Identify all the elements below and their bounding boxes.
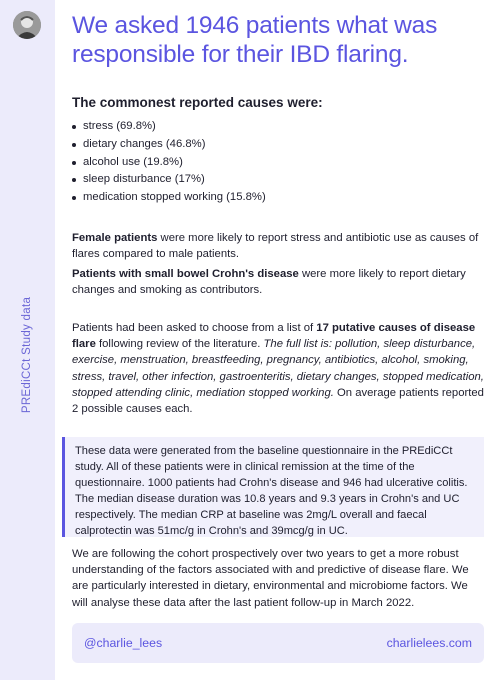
avatar[interactable] (13, 11, 41, 39)
avatar-photo (13, 11, 41, 39)
list-item: sleep disturbance (17%) (72, 171, 266, 189)
causes-heading: The commonest reported causes were: (72, 95, 323, 110)
list-item: stress (69.8%) (72, 118, 266, 136)
female-bold: Female patients (72, 232, 158, 244)
method-intro: Patients had been asked to choose from a list of (72, 322, 317, 334)
crohns-paragraph (72, 266, 484, 298)
method-end: On average patients reported 2 possible causes each. (72, 386, 484, 416)
crohns-bold: Patients with small bowel Crohn's disease (72, 268, 299, 280)
crohns-text: were more likely to report dietary changes and smoking as contributors. (72, 268, 466, 297)
female-paragraph (72, 230, 484, 262)
footer (72, 623, 484, 663)
method-list-italic: The full list is: pollution, sleep disturbance, exercise, menstruation, breastfeeding, pregnancy, antibiotics, alcohol, smoking, stress, travel, other infection, gastroenteritis, dietary changes, stopped medication, stopped attending clinic, mediation stopped working. (72, 338, 484, 399)
twitter-handle-link[interactable]: @charlie_lees (84, 636, 163, 650)
page-title: We asked 1946 patients what was responsible for their IBD flaring. (72, 12, 438, 68)
method-bold: 17 putative causes of disease flare (72, 322, 476, 351)
list-item: dietary changes (46.8%) (72, 136, 266, 154)
followup-paragraph: We are following the cohort prospectively over two years to get a more robust understanding of the factors associated with and predictive of disease flare. We are particularly interested in dietary, environmental and microbiome factors. We will analyse these data after the last patient follow-up in March 2022. (72, 548, 469, 609)
female-text: were more likely to report stress and antibiotic use as causes of flares compared to male patients. (72, 232, 479, 261)
study-label: PREdiCCt Study data (21, 296, 33, 414)
website-link[interactable]: charlielees.com (386, 636, 472, 650)
list-item: medication stopped working (15.8%) (72, 189, 266, 207)
sidebar (0, 0, 55, 680)
method-paragraph (72, 320, 484, 417)
causes-list (72, 118, 266, 207)
list-item: alcohol use (19.8%) (72, 154, 266, 172)
method-mid: following review of the literature. (95, 338, 264, 351)
study-info-callout: These data were generated from the baseline questionnaire in the PREdiCCt study. All of these patients were in clinical remission at the time of the questionnaire. 1000 patients had Crohn's disease and 946 had ulcerative colitis. The median disease duration was 10.8 years and 9.3 years in Crohn's and UC respectively. The median CRP at baseline was 2mg/L overall and faecal calprotectin was 51mc/g in Crohn's and 39mcg/g in UC. (62, 437, 484, 537)
